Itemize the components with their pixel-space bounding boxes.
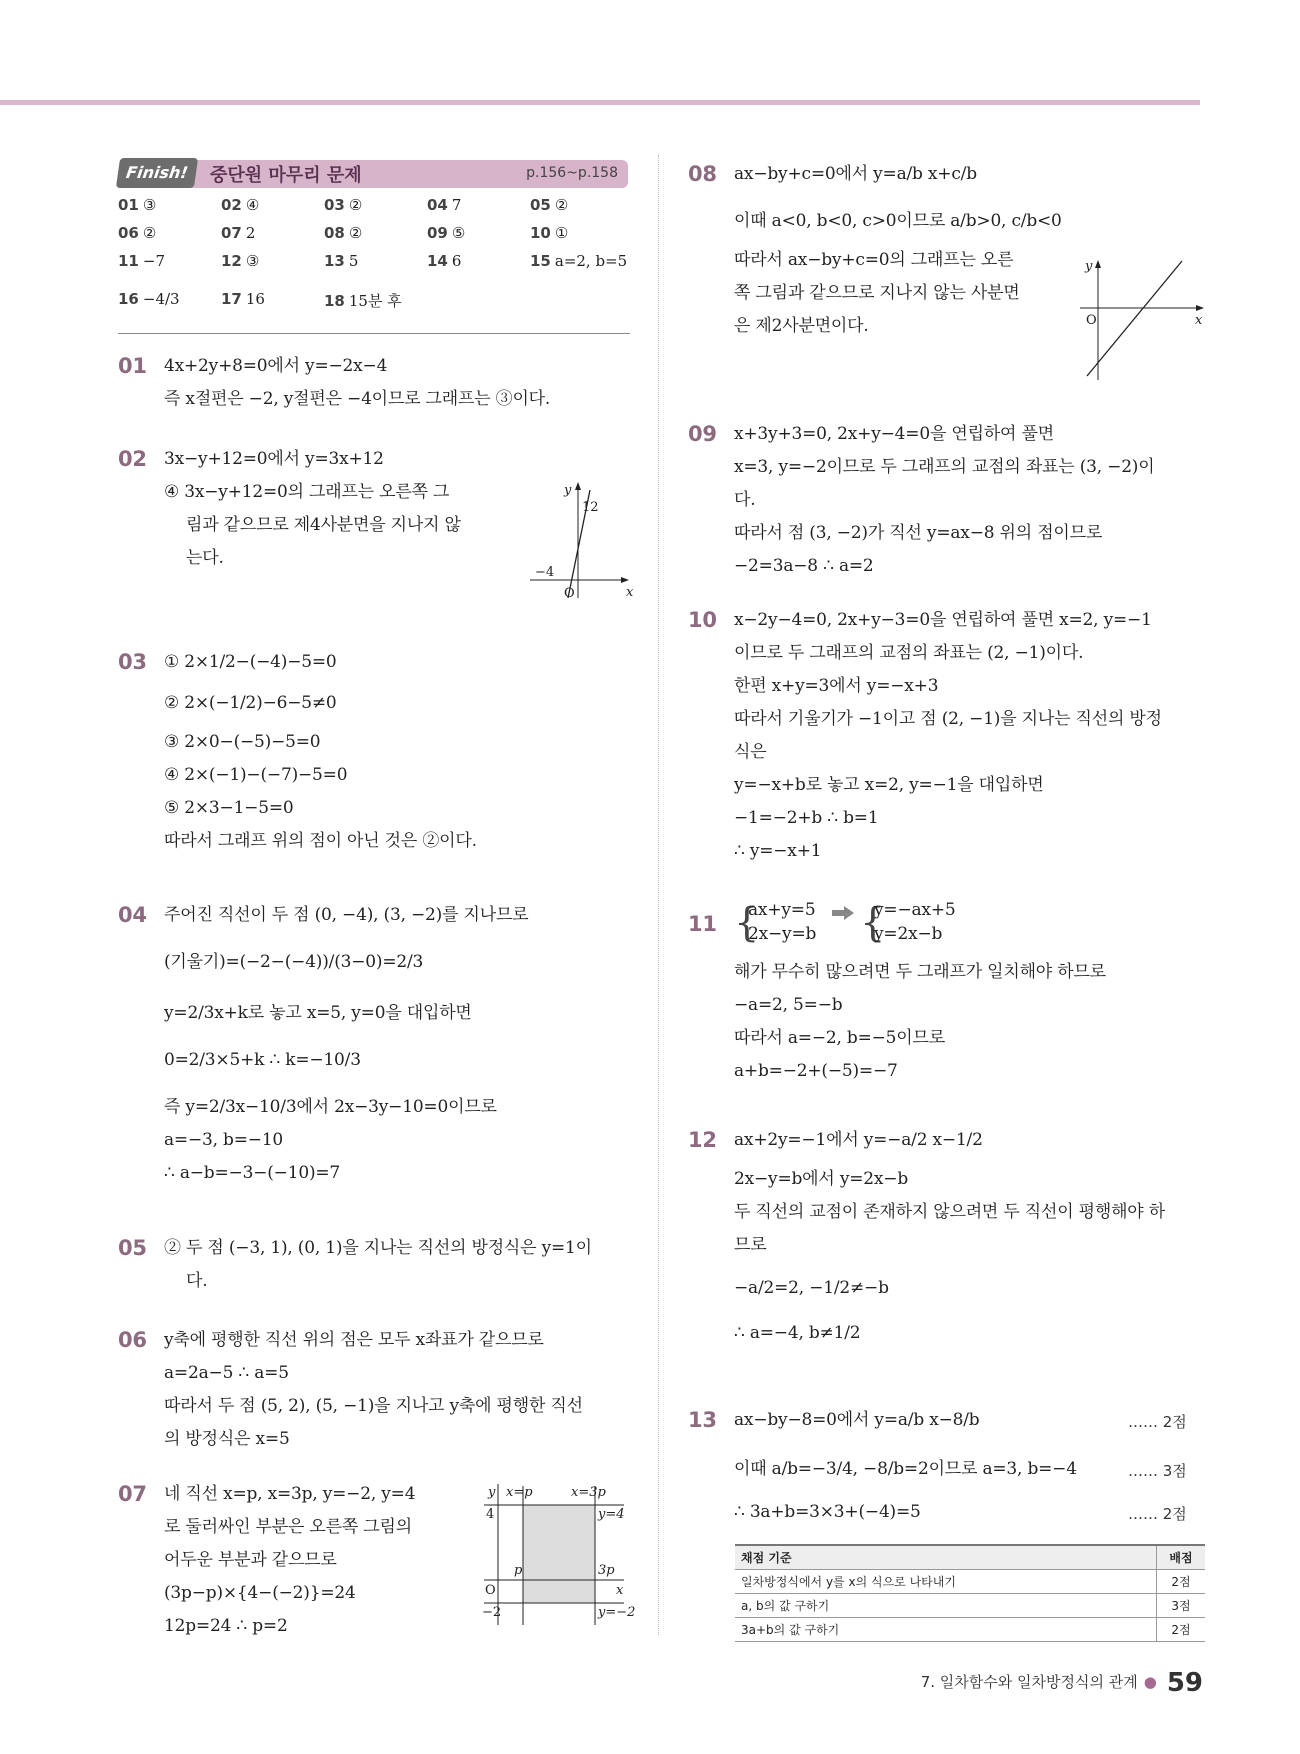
page-number: 59	[1166, 1668, 1203, 1698]
system-1	[748, 898, 816, 946]
solution-line: y=−x+b로 놓고 x=2, y=−1을 대입하면	[734, 775, 1044, 795]
x-axis-label: x	[1195, 313, 1203, 328]
answer-item: 05 ②	[530, 196, 569, 214]
origin-label: O	[564, 586, 575, 601]
answer-item: 18 15분 후	[324, 292, 402, 310]
solution-line: 한편 x+y=3에서 y=−x+3	[734, 676, 939, 696]
scoring-table	[735, 1544, 1205, 1642]
table-row	[735, 1570, 1205, 1594]
answer-item: 15 a=2, b=5	[530, 252, 628, 270]
solution-line: ⑤ 2×3−1−5=0	[164, 798, 294, 818]
table-cell: a, b의 값 구하기	[735, 1594, 1157, 1618]
solution-line: ∴ a−b=−3−(−10)=7	[164, 1163, 341, 1183]
x-arrow-icon	[1196, 305, 1204, 311]
tick-4: 4	[486, 1507, 495, 1522]
solution-line: a=−3, b=−10	[164, 1130, 284, 1150]
brace-icon: {	[734, 900, 760, 946]
solution-06	[118, 1324, 638, 1456]
score-points: …… 2점	[1128, 1505, 1187, 1523]
solution-line: 이때 a<0, b<0, c>0이므로 a/b>0, c/b<0	[734, 211, 1062, 231]
answer-item: 16 −4/3	[118, 290, 180, 308]
table-row	[735, 1594, 1205, 1618]
solution-line: −a/2=2, −1/2≠−b	[734, 1278, 889, 1298]
solution-line: 따라서 기울기가 −1이고 점 (2, −1)을 지나는 직선의 방정	[734, 709, 1162, 729]
solution-line: 따라서 두 점 (5, 2), (5, −1)을 지나고 y축에 평행한 직선	[164, 1396, 583, 1416]
top-decorative-bar	[0, 100, 1200, 105]
y-axis-label: y	[564, 483, 572, 498]
solution-line: a+b=−2+(−5)=−7	[734, 1061, 898, 1081]
tick-neg2: −2	[482, 1605, 502, 1620]
table-header-cell: 채점 기준	[735, 1545, 1157, 1570]
y-intercept-label: 12	[582, 500, 599, 515]
table-cell: 2점	[1157, 1570, 1206, 1594]
system-eq: y=−ax+5	[874, 900, 956, 920]
solution-12	[688, 1124, 1208, 1350]
solution-line: a=2a−5 ∴ a=5	[164, 1363, 289, 1383]
solution-line: 므로	[734, 1235, 767, 1255]
answer-divider	[118, 333, 630, 334]
solution-line: ② 2×(−1/2)−6−5≠0	[164, 693, 337, 713]
solution-line: −a=2, 5=−b	[734, 995, 843, 1015]
table-cell: 3점	[1157, 1594, 1206, 1618]
solution-line: 즉 x절편은 −2, y절편은 −4이므로 그래프는 ③이다.	[164, 389, 551, 409]
solution-04	[118, 899, 638, 1190]
solution-line: 따라서 그래프 위의 점이 아닌 것은 ②이다.	[164, 831, 477, 851]
y-arrow-icon	[1095, 260, 1101, 268]
solution-line: ax+2y=−1에서 y=−a/2 x−1/2	[734, 1130, 983, 1150]
problem-number: 08	[688, 162, 717, 186]
solution-line: (기울기)=(−2−(−4))/(3−0)=2/3	[164, 952, 424, 972]
graph-08	[1080, 258, 1205, 383]
solution-line: ax−by−8=0에서 y=a/b x−8/b	[734, 1410, 980, 1430]
graph-07	[478, 1480, 636, 1630]
solution-line: ③ 2×0−(−5)−5=0	[164, 732, 321, 752]
graph-line	[1087, 261, 1182, 376]
chapter-title: 7. 일차함수와 일차방정식의 관계	[920, 1673, 1138, 1691]
solution-01	[118, 350, 638, 416]
label-y-4: y=4	[598, 1507, 625, 1522]
solution-line: 3x−y+12=0에서 y=3x+12	[164, 449, 384, 469]
solution-line: 이므로 두 그래프의 교점의 좌표는 (2, −1)이다.	[734, 643, 1084, 663]
solution-line: 2x−y=b에서 y=2x−b	[734, 1169, 909, 1189]
solution-line: 즉 y=2/3x−10/3에서 2x−3y−10=0이므로	[164, 1097, 497, 1117]
system-2	[874, 898, 955, 946]
solution-line: x=3, y=−2이므로 두 그래프의 교점의 좌표는 (3, −2)이	[734, 457, 1155, 477]
y-axis-label: y	[488, 1485, 496, 1500]
solution-line: 다.	[734, 490, 756, 510]
bullet-icon: ●	[1143, 1673, 1157, 1691]
solution-line: 0=2/3×5+k ∴ k=−10/3	[164, 1050, 361, 1070]
label-y-neg2: y=−2	[598, 1605, 636, 1620]
solution-line: 4x+2y+8=0에서 y=−2x−4	[164, 356, 388, 376]
answer-item: 11 −7	[118, 252, 165, 270]
solution-line: x+3y+3=0, 2x+y−4=0을 연립하여 풀면	[734, 424, 1054, 444]
answer-item: 06 ②	[118, 224, 157, 242]
table-header-row	[735, 1545, 1205, 1570]
finish-badge: Finish!	[116, 158, 198, 188]
solution-line: x−2y−4=0, 2x+y−3=0을 연립하여 풀면 x=2, y=−1	[734, 610, 1152, 630]
solution-line: 는다.	[186, 548, 224, 568]
solution-line: y축에 평행한 직선 위의 점은 모두 x좌표가 같으므로	[164, 1330, 544, 1350]
shaded-region	[523, 1505, 595, 1603]
solution-line: 림과 같으므로 제4사분면을 지나지 않	[186, 515, 461, 535]
table-row	[735, 1618, 1205, 1642]
score-points: …… 2점	[1128, 1413, 1187, 1431]
problem-number: 12	[688, 1128, 717, 1152]
solution-line: y=2/3x+k로 놓고 x=5, y=0을 대입하면	[164, 1003, 472, 1023]
solution-line: 은 제2사분면이다.	[734, 316, 869, 336]
solution-line: 12p=24 ∴ p=2	[164, 1616, 288, 1636]
section-title: 중단원 마무리 문제	[210, 165, 362, 186]
solution-line: 두 직선의 교점이 존재하지 않으려면 두 직선이 평행해야 하	[734, 1202, 1165, 1222]
solution-line: 네 직선 x=p, x=3p, y=−2, y=4	[164, 1484, 416, 1504]
answer-item: 12 ③	[221, 252, 260, 270]
answer-item: 04 7	[427, 196, 462, 214]
solution-line: 식은	[734, 742, 767, 762]
x-arrow-icon	[621, 577, 629, 583]
page-footer	[921, 1668, 1203, 1698]
system-eq: 2x−y=b	[748, 924, 817, 944]
solution-line: 해가 무수히 많으려면 두 그래프가 일치해야 하므로	[734, 962, 1106, 982]
answer-item: 13 5	[324, 252, 359, 270]
solution-05	[118, 1232, 638, 1298]
solution-line: −1=−2+b ∴ b=1	[734, 808, 879, 828]
answer-item: 10 ①	[530, 224, 569, 242]
origin-label: O	[1086, 313, 1097, 328]
answer-item: 08 ②	[324, 224, 363, 242]
brace-icon: {	[860, 900, 886, 946]
table-header-cell: 배점	[1157, 1545, 1206, 1570]
problem-number: 03	[118, 650, 147, 674]
solution-10	[688, 604, 1208, 868]
answer-item: 07 2	[221, 224, 256, 242]
problem-number: 10	[688, 608, 717, 632]
right-arrow-icon	[832, 906, 854, 920]
tick-3p: 3p	[598, 1563, 615, 1578]
page-range: p.156~p.158	[526, 165, 618, 181]
solution-line: 이때 a/b=−3/4, −8/b=2이므로 a=3, b=−4	[734, 1459, 1077, 1479]
solution-line: 따라서 점 (3, −2)가 직선 y=ax−8 위의 점이므로	[734, 523, 1103, 543]
solution-09	[688, 418, 1208, 583]
solution-line: 의 방정식은 x=5	[164, 1429, 290, 1449]
label-x-p: x=p	[506, 1485, 533, 1500]
system-eq: y=2x−b	[874, 924, 943, 944]
problem-number: 05	[118, 1236, 147, 1260]
solution-line: ∴ y=−x+1	[734, 841, 822, 861]
system-eq: ax+y=5	[748, 900, 816, 920]
problem-number: 06	[118, 1328, 147, 1352]
solution-line: (3p−p)×{4−(−2)}=24	[164, 1583, 356, 1603]
solution-line: 로 둘러싸인 부분은 오른쪽 그림의	[164, 1517, 412, 1537]
solution-line: 어두운 부분과 같으므로	[164, 1550, 337, 1570]
problem-number: 09	[688, 422, 717, 446]
column-divider	[658, 155, 659, 1635]
problem-number: 07	[118, 1482, 147, 1506]
table-cell: 3a+b의 값 구하기	[735, 1618, 1157, 1642]
problem-number: 04	[118, 903, 147, 927]
solution-line: ∴ a=−4, b≠1/2	[734, 1323, 861, 1343]
table-cell: 2점	[1157, 1618, 1206, 1642]
solution-11	[688, 894, 1208, 1088]
problem-number: 13	[688, 1408, 717, 1432]
score-points: …… 3점	[1128, 1462, 1187, 1480]
solution-line: 따라서 ax−by+c=0의 그래프는 오른	[734, 250, 1014, 270]
problem-number: 11	[688, 912, 717, 936]
solution-03	[118, 646, 638, 858]
solution-line: ① 2×1/2−(−4)−5=0	[164, 652, 337, 672]
solution-line: 따라서 a=−2, b=−5이므로	[734, 1028, 945, 1048]
label-x-3p: x=3p	[571, 1485, 606, 1500]
solution-line: 주어진 직선이 두 점 (0, −4), (3, −2)를 지나므로	[164, 905, 529, 925]
solution-line: ∴ 3a+b=3×3+(−4)=5	[734, 1502, 921, 1522]
y-axis-label: y	[1085, 259, 1093, 274]
solution-line: −2=3a−8 ∴ a=2	[734, 556, 874, 576]
solution-line: 쪽 그림과 같으므로 지나지 않는 사분면	[734, 283, 1020, 303]
problem-number: 01	[118, 354, 147, 378]
solution-line: 다.	[186, 1271, 208, 1291]
solution-line: ④ 3x−y+12=0의 그래프는 오른쪽 그	[164, 482, 450, 502]
answer-item: 17 16	[221, 290, 265, 308]
x-axis-label: x	[626, 585, 634, 600]
y-arrow-icon	[575, 482, 581, 490]
origin-label: O	[485, 1583, 496, 1598]
x-axis-label: x	[616, 1583, 624, 1598]
answer-item: 02 ④	[221, 196, 260, 214]
answer-item: 14 6	[427, 252, 462, 270]
answer-item: 03 ②	[324, 196, 363, 214]
graph-02	[520, 480, 634, 601]
solution-line: ax−by+c=0에서 y=a/b x+c/b	[734, 164, 977, 184]
answer-item: 09 ⑤	[427, 224, 466, 242]
section-banner	[118, 158, 630, 190]
solution-line: ④ 2×(−1)−(−7)−5=0	[164, 765, 348, 785]
x-intercept-label: −4	[535, 565, 555, 580]
solution-line: ② 두 점 (−3, 1), (0, 1)을 지나는 직선의 방정식은 y=1이	[164, 1238, 592, 1258]
problem-number: 02	[118, 447, 147, 471]
answer-item: 01 ③	[118, 196, 157, 214]
tick-p: p	[514, 1563, 523, 1578]
table-cell: 일차방정식에서 y를 x의 식으로 나타내기	[735, 1570, 1157, 1594]
